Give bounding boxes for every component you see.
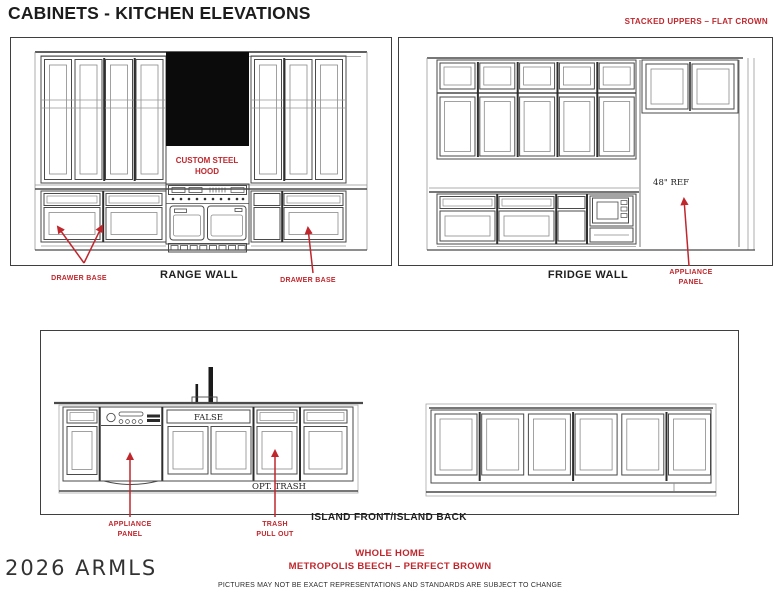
drawer-base-left-label: DRAWER BASE [51,275,107,282]
trash-pull-out-label [225,520,325,539]
fridge-wall-label: FRIDGE WALL [547,269,629,281]
island-front [54,367,363,493]
island-appliance-panel-line1: APPLIANCE [108,521,152,528]
trash-pull-out-line2: PULL OUT [256,530,294,538]
page-title: CABINETS - KITCHEN ELEVATIONS [8,3,311,23]
upper-cabinets-left [41,56,166,183]
drawer-base-left-cabinets [41,191,166,246]
island-label: ISLAND FRONT/ISLAND BACK [311,512,467,523]
stacked-upper-cabinets [437,60,636,159]
custom-steel-hood [166,52,249,146]
island-panel [40,330,739,515]
fridge-wall-drawing [399,38,772,265]
footer-finish: METROPOLIS BEECH – PERFECT BROWN [288,561,492,572]
island-drawing [41,331,738,514]
trash-pull-out-line1: TRASH [262,521,288,528]
range-wall-drawing [11,38,391,265]
upper-cabinets-right [251,56,346,183]
island-back [426,404,716,496]
over-fridge-cabinet [642,60,738,113]
stacked-uppers-note: STACKED UPPERS – FLAT CROWN [624,17,768,26]
drawer-base-right-cabinets [251,191,346,246]
fridge-wall-panel [398,37,773,266]
false-front-label: FALSE [194,413,223,423]
faucet [192,367,217,403]
custom-hood-label-line2: HOOD [195,167,219,176]
dishwasher [101,412,161,485]
range-wall-label: RANGE WALL [160,269,238,281]
ref-size-label: 48" REF [653,178,689,188]
fridge-appliance-panel-line1: APPLIANCE [669,269,713,276]
range-appliance [166,184,249,252]
trash-cabinet [257,410,297,474]
footer-disclaimer: PICTURES MAY NOT BE EXACT REPRESENTATIONS AND STANDARDS ARE SUBJECT TO CHANGE [218,582,562,589]
drawer-base-right-label: DRAWER BASE [280,277,336,284]
island-appliance-panel-label [80,520,180,539]
armls-watermark: 2026 ARMLS [5,556,158,580]
footer-brand: WHOLE HOME [355,548,425,559]
custom-hood-label-line1: CUSTOM STEEL [175,156,239,165]
island-appliance-panel-line2: PANEL [117,530,143,538]
fridge-appliance-panel-label [641,268,741,287]
range-wall-panel [10,37,392,266]
fridge-appliance-panel-line2: PANEL [678,278,704,286]
opt-trash-label: OPT. TRASH [252,482,306,492]
microwave-cabinet [590,196,633,242]
